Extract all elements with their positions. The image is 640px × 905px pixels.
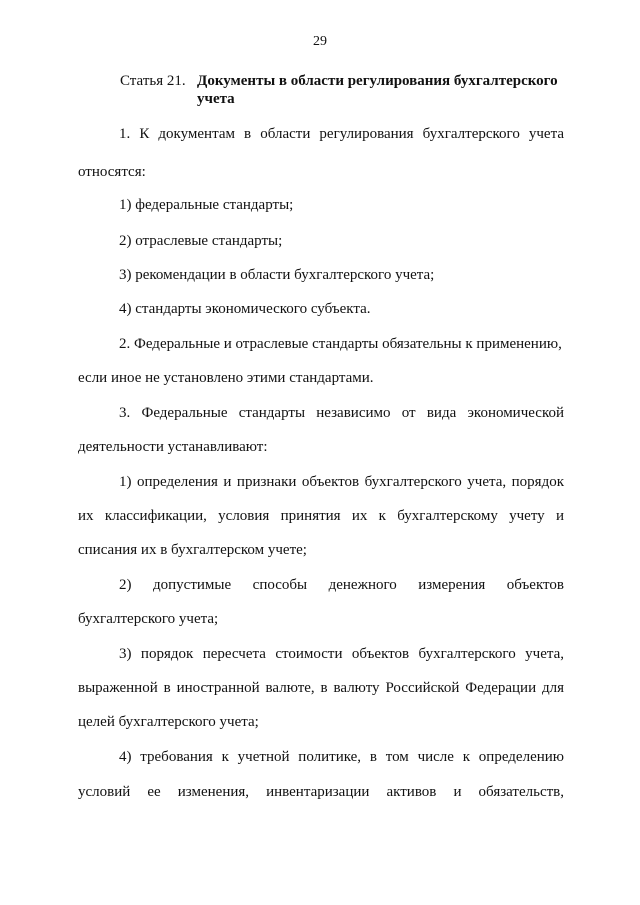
list-item: их классификации, условия принятия их к бухгалтерскому учету и: [78, 508, 564, 524]
list-item: 1) определения и признаки объектов бухгалтерского учета, порядок: [119, 474, 564, 490]
list-item: условий ее изменения, инвентаризации активов и обязательств,: [78, 784, 564, 800]
list-item: целей бухгалтерского учета;: [78, 714, 259, 730]
list-item: 4) требования к учетной политике, в том числе к определению: [119, 749, 564, 765]
paragraph-line: относятся:: [78, 164, 146, 180]
list-item: 2) отраслевые стандарты;: [119, 233, 283, 249]
article-label: Статья 21.: [120, 73, 186, 89]
paragraph-line: если иное не установлено этими стандартами.: [78, 370, 374, 386]
list-item: выраженной в иностранной валюте, в валюту Российской Федерации для: [78, 680, 564, 696]
paragraph-line: 3. Федеральные стандарты независимо от вида экономической: [119, 405, 564, 421]
paragraph-line: 1. К документам в области регулирования бухгалтерского учета: [119, 126, 564, 142]
page-number: 29: [313, 34, 327, 49]
article-title: Документы в области регулирования бухгалтерского учета: [197, 73, 558, 107]
paragraph-line: 2. Федеральные и отраслевые стандарты обязательны к применению,: [119, 336, 562, 352]
list-item: 4) стандарты экономического субъекта.: [119, 301, 371, 317]
list-item: 2) допустимые способы денежного измерения объектов: [119, 577, 564, 593]
list-item: списания их в бухгалтерском учете;: [78, 542, 307, 558]
list-item: 1) федеральные стандарты;: [119, 197, 294, 213]
list-item: 3) рекомендации в области бухгалтерского учета;: [119, 267, 435, 283]
list-item: бухгалтерского учета;: [78, 611, 219, 627]
list-item: 3) порядок пересчета стоимости объектов бухгалтерского учета,: [119, 646, 564, 662]
paragraph-line: деятельности устанавливают:: [78, 439, 268, 455]
